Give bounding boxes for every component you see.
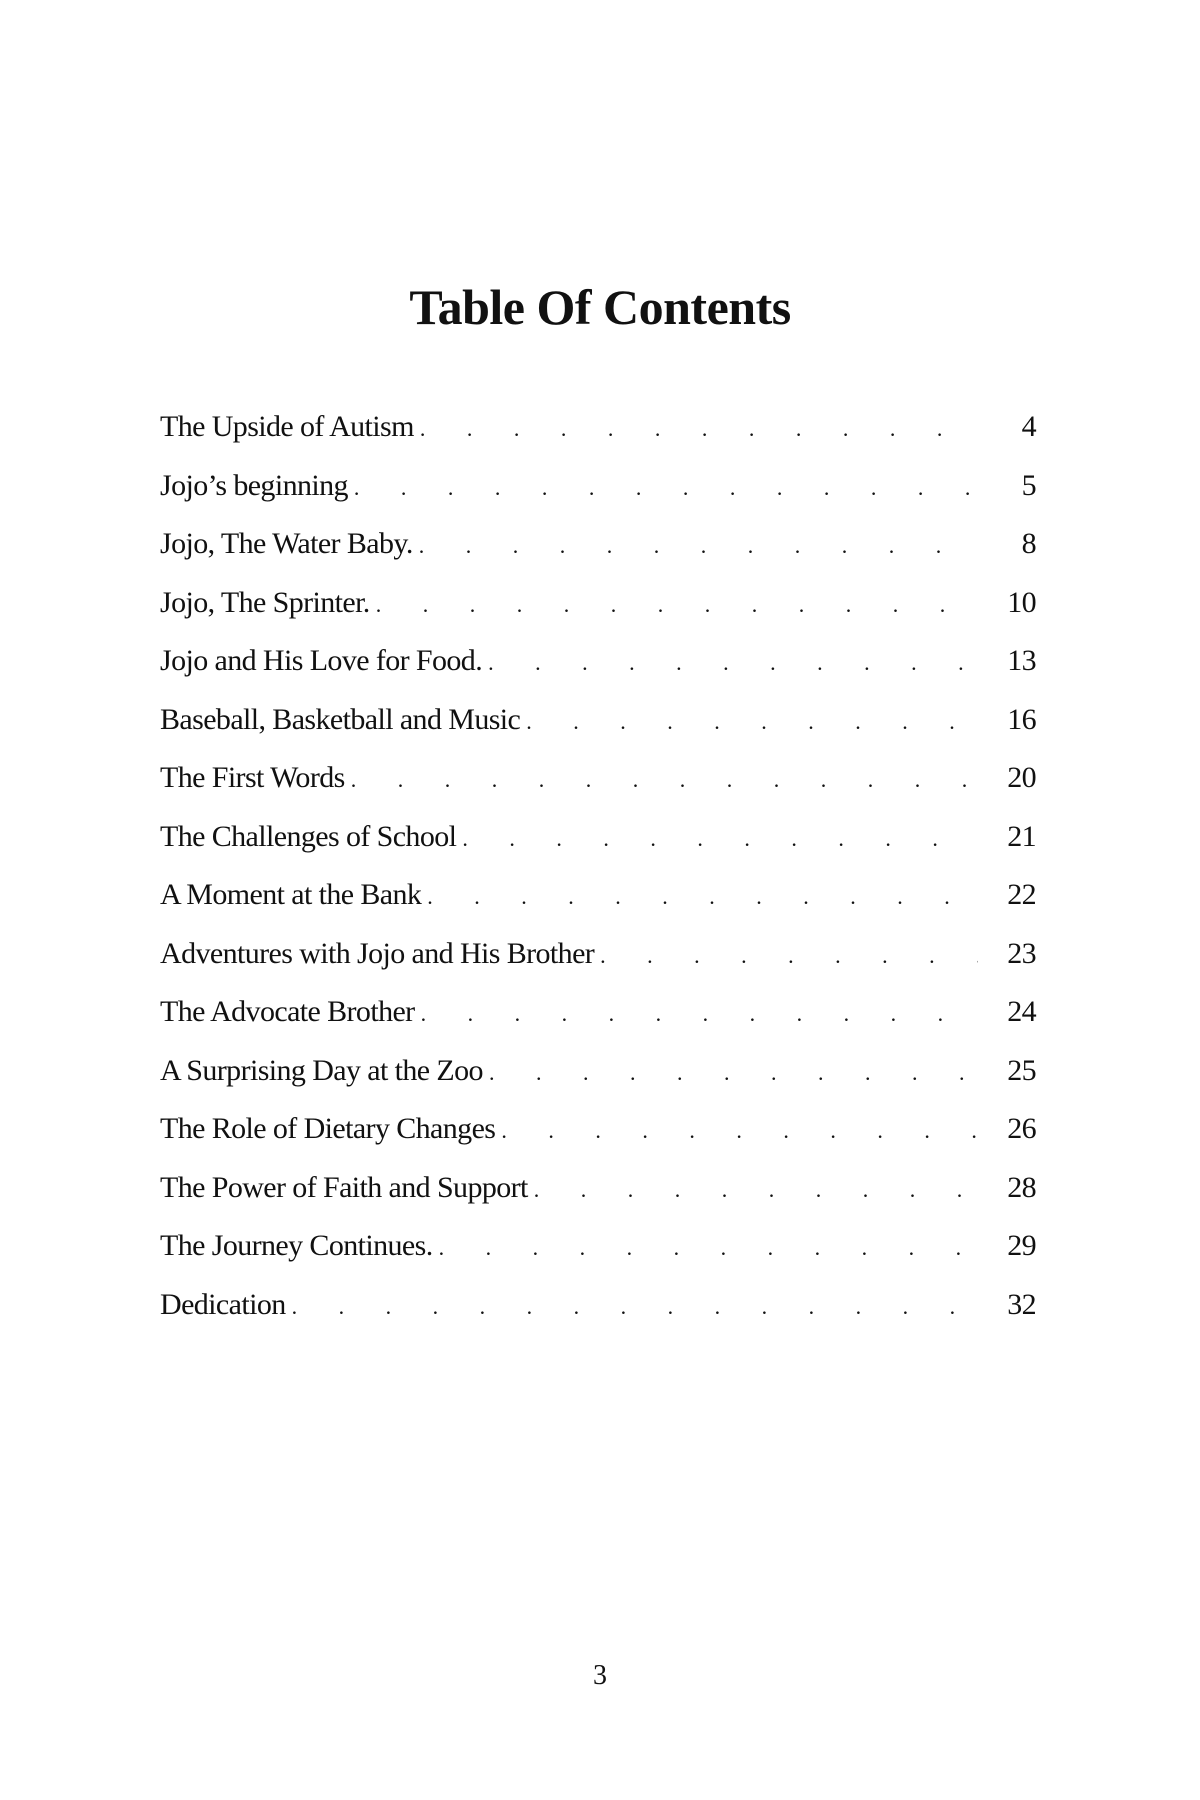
dot-leader xyxy=(292,1294,978,1320)
toc-entry-title: Jojo, The Sprinter. xyxy=(160,585,370,619)
dot-leader xyxy=(376,592,978,618)
dot-leader xyxy=(501,1118,978,1144)
toc-entry-title: Jojo’s beginning xyxy=(160,468,348,502)
toc-entry-title: Baseball, Basketball and Music xyxy=(160,702,521,736)
table-of-contents xyxy=(160,410,1036,1346)
toc-entry[interactable] xyxy=(160,644,1036,703)
toc-entry-page: 21 xyxy=(1007,819,1036,853)
dot-leader xyxy=(419,533,978,559)
toc-entry-title: A Surprising Day at the Zoo xyxy=(160,1053,483,1087)
toc-entry[interactable] xyxy=(160,469,1036,528)
toc-entry-page: 29 xyxy=(1007,1229,1036,1262)
dot-leader xyxy=(421,1001,978,1027)
page-number: 3 xyxy=(593,1660,607,1691)
toc-entry-title: The Journey Continues. xyxy=(160,1229,433,1262)
toc-entry-page: 4 xyxy=(1021,410,1036,443)
toc-entry-title: The First Words xyxy=(160,761,345,794)
toc-entry-title: Adventures with Jojo and His Brother xyxy=(160,936,595,970)
toc-entry-page: 8 xyxy=(1021,527,1036,560)
toc-entry-page: 16 xyxy=(1007,702,1036,736)
toc-entry[interactable] xyxy=(160,586,1036,645)
dot-leader xyxy=(354,475,978,501)
toc-entry-page: 13 xyxy=(1007,644,1036,677)
toc-entry[interactable] xyxy=(160,1229,1036,1288)
dot-leader xyxy=(427,884,978,910)
dot-leader xyxy=(489,1060,978,1086)
dot-leader xyxy=(526,709,978,735)
toc-entry[interactable] xyxy=(160,878,1036,937)
toc-entry[interactable] xyxy=(160,703,1036,762)
toc-entry-title: The Challenges of School xyxy=(160,819,457,853)
toc-entry[interactable] xyxy=(160,410,1036,469)
toc-entry-page: 22 xyxy=(1007,878,1036,911)
toc-entry-page: 24 xyxy=(1007,995,1036,1028)
toc-entry[interactable] xyxy=(160,820,1036,879)
toc-entry[interactable] xyxy=(160,995,1036,1054)
dot-leader xyxy=(600,943,978,969)
toc-entry-title: The Upside of Autism xyxy=(160,410,414,443)
toc-entry[interactable] xyxy=(160,1112,1036,1171)
toc-entry[interactable] xyxy=(160,527,1036,586)
dot-leader xyxy=(351,767,978,793)
toc-entry-page: 20 xyxy=(1007,761,1036,794)
toc-entry-title: The Role of Dietary Changes xyxy=(160,1112,496,1145)
toc-entry-title: Dedication xyxy=(160,1287,286,1321)
toc-entry-page: 25 xyxy=(1007,1053,1036,1087)
toc-entry[interactable] xyxy=(160,1288,1036,1347)
toc-entry-page: 5 xyxy=(1021,468,1036,502)
toc-entry-title: A Moment at the Bank xyxy=(160,878,422,911)
toc-entry-page: 10 xyxy=(1007,585,1036,619)
dot-leader xyxy=(488,650,978,676)
toc-entry-page: 23 xyxy=(1007,936,1036,970)
dot-leader xyxy=(420,416,978,442)
toc-entry[interactable] xyxy=(160,761,1036,820)
toc-entry-page: 28 xyxy=(1007,1170,1036,1204)
dot-leader xyxy=(534,1177,978,1203)
toc-entry-title: The Power of Faith and Support xyxy=(160,1170,528,1204)
toc-entry-title: Jojo and His Love for Food. xyxy=(160,644,483,677)
toc-entry[interactable] xyxy=(160,1054,1036,1113)
toc-entry-title: Jojo, The Water Baby. xyxy=(160,527,413,560)
page-title: Table Of Contents xyxy=(409,279,791,335)
dot-leader xyxy=(439,1235,978,1261)
dot-leader xyxy=(462,826,978,852)
toc-entry-page: 32 xyxy=(1007,1287,1036,1321)
toc-entry[interactable] xyxy=(160,1171,1036,1230)
toc-entry-title: The Advocate Brother xyxy=(160,995,415,1028)
toc-entry[interactable] xyxy=(160,937,1036,996)
toc-entry-page: 26 xyxy=(1007,1112,1036,1145)
